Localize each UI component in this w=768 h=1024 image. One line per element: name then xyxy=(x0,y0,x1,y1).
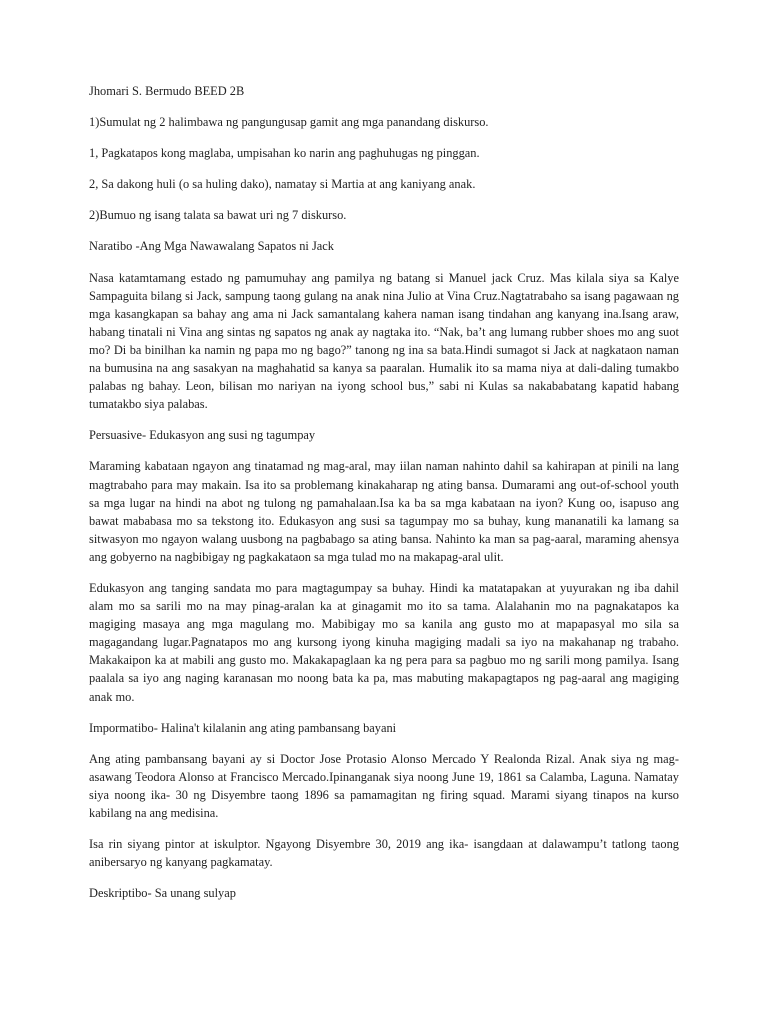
descriptive-heading: Deskriptibo- Sa unang sulyap xyxy=(89,886,236,901)
persuasive-paragraph-1: Maraming kabataan ngayon ang tinatamad ng mag-aral, may iilan naman nahinto dahil sa kahirapan at pinili na lang magtrabaho para may makain. Isa ito sa problemang kinakaharap ng ating bansa. Dumarami ang out-of-school youth sa mga lugar na hindi na abot ng tulong ng pamahalaan.Isa ka ba sa mga kabataan na iyon? Kung oo, isapuso ang bawat mababasa mo sa tekstong ito. Edukasyon ang susi sa tagumpay mo sa buhay, kung mananatili ka lamang sa sitwasyon mo ngayon walang uusbong na pagbabago sa ating bansa. Nahinto ka man sa pag-aaral, maraming ahensya ang gobyerno na nagbibigay ng pagkakataon sa mga tulad mo na makapag-aral ulit. xyxy=(89,459,679,564)
document-page xyxy=(89,82,679,915)
narrative-paragraph: Nasa katamtamang estado ng pamumuhay ang pamilya ng batang si Manuel jack Cruz. Mas kilala siya sa Kalye Sampaguita bilang si Jack, sampung taong gulang na anak nina Julio at Vina Cruz.Nagtatrabaho sa isang pagawaan ng mga kasangkapan sa bahay ang ama ni Jack samantalang kahera naman isang tindahan ang kanyang ina.Isang araw, habang tinatali ni Vina ang sintas ng sapatos ng anak ay nagtaka ito. “Nak, ba’t ang lumang rubber shoes mo ang suot mo? Di ba binilhan ka namin ng papa mo ng bago?” tanong ng ina sa bata.Hindi sumagot si Jack at nagkataon naman na bumusina na ang sasakyan na maghahatid sa kanya sa paaralan. Humalik ito sa mama niya at dali-daling tumakbo palabas ng bahay. Leon, bilisan mo nariyan na iyong school bus,” sabi ni Kulas sa nakababatang kapatid habang tumatakbo siya palabas. xyxy=(89,270,679,412)
example-sentence-2: 2, Sa dakong huli (o sa huling dako), namatay si Martia at ang kaniyang anak. xyxy=(89,177,476,192)
informative-paragraph-2: Isa rin siyang pintor at iskulptor. Ngayong Disyembre 30, 2019 ang ika- isangdaan at dalawampu’t tatlong taong anibersaryo ng kanyang pagkamatay. xyxy=(89,837,679,870)
persuasive-heading: Persuasive- Edukasyon ang susi ng tagumpay xyxy=(89,428,316,443)
persuasive-paragraph-2: Edukasyon ang tanging sandata mo para magtagumpay sa buhay. Hindi ka matatapakan at yuyurakan ng iba dahil alam mo sa sarili mo na may pinag-aralan ka at ginagamit mo ito sa tama. Alalahanin mo na pagnakatapos ka magiging masaya ang mga magulang mo. Mabibigay mo sa kanila ang gusto mo at mapapasyal mo sila sa magagandang lugar.Pagnatapos mo ang kursong iyong kinuha magiging madali sa iyo na makahanap ng trabaho. Makakaipon ka at mabili ang gusto mo. Makakapaglaan ka ng pera para sa pagbuo mo ng sarili mong pamilya. Isang paalala sa iyo ang naging karanasan mo noong bata ka pa, mas mabuting makapagtapos ng pag-aaral ang magiging anak mo. xyxy=(89,580,679,704)
author-header: Jhomari S. Bermudo BEED 2B xyxy=(89,84,245,98)
question-1: 1)Sumulat ng 2 halimbawa ng pangungusap gamit ang mga panandang diskurso. xyxy=(89,115,489,130)
example-sentence-1: 1, Pagkatapos kong maglaba, umpisahan ko narin ang paghuhugas ng pinggan. xyxy=(89,146,480,161)
narrative-heading: Naratibo -Ang Mga Nawawalang Sapatos ni Jack xyxy=(89,239,334,254)
informative-heading: Impormatibo- Halina't kilalanin ang ating pambansang bayani xyxy=(89,720,397,735)
question-2: 2)Bumuo ng isang talata sa bawat uri ng 7 diskurso. xyxy=(89,208,347,223)
informative-paragraph-1: Ang ating pambansang bayani ay si Doctor Jose Protasio Alonso Mercado Y Realonda Rizal. Anak siya ng mag-asawang Teodora Alonso at Francisco Mercado.Ipinanganak siya noong June 19, 1861 sa Calamba, Laguna. Namatay siya noong ika- 30 ng Disyembre taong 1896 sa pamamagitan ng firing squad. Marami siyang tinapos na kurso kabilang na ang medisina. xyxy=(89,751,679,820)
